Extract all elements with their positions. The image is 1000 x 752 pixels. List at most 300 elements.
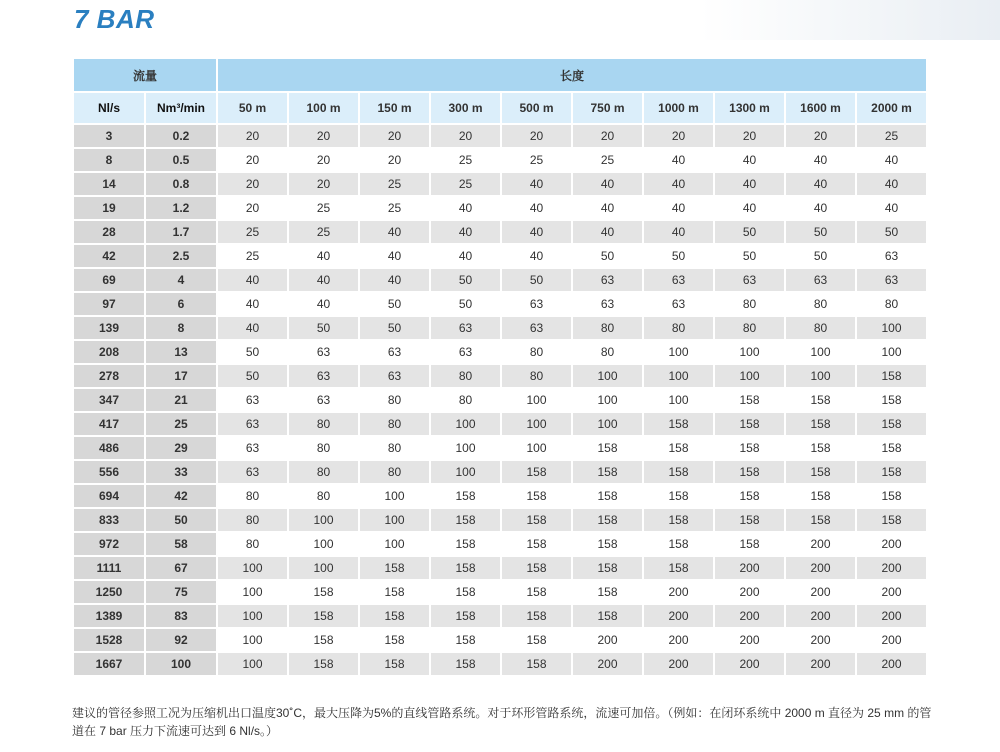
diameter-cell: 158	[786, 437, 855, 459]
diameter-cell: 20	[289, 173, 358, 195]
diameter-cell: 100	[786, 365, 855, 387]
length-column-header: 300 m	[431, 93, 500, 123]
diameter-cell: 100	[502, 389, 571, 411]
diameter-cell: 63	[644, 269, 713, 291]
diameter-cell: 63	[857, 245, 926, 267]
diameter-cell: 40	[502, 197, 571, 219]
diameter-cell: 158	[644, 485, 713, 507]
diameter-cell: 158	[715, 461, 784, 483]
length-column-header: 500 m	[502, 93, 571, 123]
flow-nls-cell: 1389	[74, 605, 144, 627]
diameter-cell: 158	[573, 461, 642, 483]
diameter-cell: 80	[715, 317, 784, 339]
diameter-cell: 158	[715, 413, 784, 435]
flow-nm3-cell: 25	[146, 413, 216, 435]
diameter-cell: 40	[715, 197, 784, 219]
diameter-cell: 63	[360, 365, 429, 387]
length-column-header: 1000 m	[644, 93, 713, 123]
flow-nm3-cell: 2.5	[146, 245, 216, 267]
diameter-cell: 100	[715, 365, 784, 387]
diameter-cell: 80	[431, 365, 500, 387]
diameter-cell: 100	[289, 557, 358, 579]
diameter-cell: 50	[857, 221, 926, 243]
flow-nm3-cell: 50	[146, 509, 216, 531]
diameter-cell: 200	[573, 653, 642, 675]
diameter-cell: 158	[431, 629, 500, 651]
flow-nm3-cell: 33	[146, 461, 216, 483]
diameter-cell: 20	[644, 125, 713, 147]
diameter-cell: 158	[431, 509, 500, 531]
diameter-cell: 80	[360, 413, 429, 435]
diameter-cell: 63	[289, 365, 358, 387]
length-column-header: 150 m	[360, 93, 429, 123]
diameter-cell: 100	[715, 341, 784, 363]
diameter-cell: 80	[431, 389, 500, 411]
diameter-cell: 63	[218, 461, 287, 483]
diameter-cell: 20	[502, 125, 571, 147]
unit-nls-header: Nl/s	[74, 93, 144, 123]
diameter-cell: 100	[573, 389, 642, 411]
diameter-cell: 80	[360, 389, 429, 411]
table-row	[74, 461, 926, 483]
flow-header: 流量	[74, 59, 216, 91]
diameter-cell: 158	[360, 629, 429, 651]
diameter-cell: 40	[502, 245, 571, 267]
flow-nls-cell: 97	[74, 293, 144, 315]
diameter-cell: 158	[502, 461, 571, 483]
flow-nls-cell: 417	[74, 413, 144, 435]
flow-nm3-cell: 29	[146, 437, 216, 459]
unit-nm3-header: Nm³/min	[146, 93, 216, 123]
diameter-cell: 158	[573, 509, 642, 531]
diameter-cell: 25	[573, 149, 642, 171]
diameter-cell: 63	[431, 317, 500, 339]
diameter-cell: 158	[573, 557, 642, 579]
diameter-cell: 100	[573, 413, 642, 435]
diameter-cell: 40	[644, 173, 713, 195]
pipe-size-table	[72, 57, 928, 677]
table-row	[74, 389, 926, 411]
flow-nls-cell: 486	[74, 437, 144, 459]
diameter-cell: 100	[857, 317, 926, 339]
diameter-cell: 50	[360, 317, 429, 339]
diameter-cell: 158	[573, 533, 642, 555]
table-row	[74, 581, 926, 603]
diameter-cell: 158	[360, 605, 429, 627]
flow-nm3-cell: 92	[146, 629, 216, 651]
diameter-cell: 100	[857, 341, 926, 363]
diameter-cell: 50	[644, 245, 713, 267]
flow-nls-cell: 139	[74, 317, 144, 339]
diameter-cell: 25	[857, 125, 926, 147]
diameter-cell: 25	[289, 197, 358, 219]
diameter-cell: 40	[289, 245, 358, 267]
flow-nm3-cell: 67	[146, 557, 216, 579]
diameter-cell: 100	[218, 581, 287, 603]
diameter-cell: 20	[360, 149, 429, 171]
diameter-cell: 80	[502, 365, 571, 387]
diameter-cell: 63	[289, 341, 358, 363]
flow-nls-cell: 1250	[74, 581, 144, 603]
diameter-cell: 20	[573, 125, 642, 147]
diameter-cell: 158	[644, 437, 713, 459]
flow-nls-cell: 278	[74, 365, 144, 387]
diameter-cell: 50	[289, 317, 358, 339]
diameter-cell: 20	[218, 197, 287, 219]
diameter-cell: 158	[715, 389, 784, 411]
diameter-cell: 100	[502, 413, 571, 435]
diameter-cell: 40	[644, 221, 713, 243]
diameter-cell: 100	[644, 389, 713, 411]
diameter-cell: 63	[360, 341, 429, 363]
diameter-cell: 158	[644, 461, 713, 483]
diameter-cell: 20	[218, 125, 287, 147]
flow-nm3-cell: 8	[146, 317, 216, 339]
diameter-cell: 100	[431, 437, 500, 459]
flow-nls-cell: 69	[74, 269, 144, 291]
diameter-cell: 80	[502, 341, 571, 363]
diameter-cell: 25	[360, 173, 429, 195]
flow-nm3-cell: 13	[146, 341, 216, 363]
diameter-cell: 20	[715, 125, 784, 147]
table-row	[74, 341, 926, 363]
table-row	[74, 629, 926, 651]
diameter-cell: 100	[289, 533, 358, 555]
diameter-cell: 158	[360, 581, 429, 603]
diameter-cell: 63	[289, 389, 358, 411]
table-row	[74, 269, 926, 291]
diameter-cell: 158	[573, 581, 642, 603]
diameter-cell: 200	[715, 629, 784, 651]
diameter-cell: 80	[360, 437, 429, 459]
length-column-header: 1300 m	[715, 93, 784, 123]
diameter-cell: 80	[573, 317, 642, 339]
table-row	[74, 485, 926, 507]
diameter-cell: 80	[218, 533, 287, 555]
flow-nls-cell: 694	[74, 485, 144, 507]
diameter-cell: 50	[573, 245, 642, 267]
flow-nls-cell: 833	[74, 509, 144, 531]
diameter-cell: 40	[502, 221, 571, 243]
diameter-cell: 63	[857, 269, 926, 291]
flow-nm3-cell: 83	[146, 605, 216, 627]
diameter-cell: 200	[857, 581, 926, 603]
diameter-cell: 200	[857, 605, 926, 627]
diameter-cell: 200	[644, 605, 713, 627]
flow-nm3-cell: 58	[146, 533, 216, 555]
flow-nm3-cell: 100	[146, 653, 216, 675]
diameter-cell: 100	[502, 437, 571, 459]
flow-nls-cell: 42	[74, 245, 144, 267]
diameter-cell: 40	[431, 221, 500, 243]
diameter-cell: 200	[786, 629, 855, 651]
diameter-cell: 20	[360, 125, 429, 147]
diameter-cell: 40	[786, 149, 855, 171]
diameter-cell: 40	[786, 197, 855, 219]
diameter-cell: 158	[786, 389, 855, 411]
diameter-cell: 63	[644, 293, 713, 315]
diameter-cell: 80	[289, 413, 358, 435]
diameter-cell: 50	[431, 269, 500, 291]
table-row	[74, 173, 926, 195]
table-row	[74, 557, 926, 579]
diameter-cell: 200	[644, 653, 713, 675]
diameter-cell: 200	[857, 629, 926, 651]
diameter-cell: 158	[502, 629, 571, 651]
flow-nm3-cell: 0.5	[146, 149, 216, 171]
diameter-cell: 80	[715, 293, 784, 315]
diameter-cell: 158	[431, 605, 500, 627]
diameter-cell: 200	[715, 605, 784, 627]
diameter-cell: 200	[715, 581, 784, 603]
diameter-cell: 25	[218, 245, 287, 267]
diameter-cell: 20	[218, 149, 287, 171]
table-row	[74, 509, 926, 531]
diameter-cell: 158	[644, 557, 713, 579]
diameter-cell: 100	[360, 533, 429, 555]
diameter-cell: 200	[786, 653, 855, 675]
diameter-cell: 200	[786, 605, 855, 627]
flow-nls-cell: 14	[74, 173, 144, 195]
diameter-cell: 63	[218, 389, 287, 411]
diameter-cell: 100	[786, 341, 855, 363]
length-column-header: 750 m	[573, 93, 642, 123]
diameter-cell: 40	[857, 149, 926, 171]
flow-nls-cell: 1667	[74, 653, 144, 675]
flow-nm3-cell: 42	[146, 485, 216, 507]
diameter-cell: 40	[573, 197, 642, 219]
flow-nm3-cell: 75	[146, 581, 216, 603]
diameter-cell: 20	[431, 125, 500, 147]
diameter-cell: 158	[857, 413, 926, 435]
diameter-cell: 80	[218, 485, 287, 507]
diameter-cell: 80	[786, 317, 855, 339]
diameter-cell: 50	[360, 293, 429, 315]
diameter-cell: 63	[573, 269, 642, 291]
diameter-cell: 80	[289, 461, 358, 483]
diameter-cell: 40	[715, 173, 784, 195]
table-row	[74, 293, 926, 315]
diameter-cell: 40	[502, 173, 571, 195]
diameter-cell: 100	[218, 653, 287, 675]
table-body	[74, 125, 926, 675]
diameter-cell: 158	[289, 605, 358, 627]
flow-nm3-cell: 0.8	[146, 173, 216, 195]
diameter-cell: 80	[289, 437, 358, 459]
table-row	[74, 365, 926, 387]
diameter-cell: 50	[502, 269, 571, 291]
diameter-cell: 25	[218, 221, 287, 243]
diameter-cell: 25	[289, 221, 358, 243]
flow-nls-cell: 347	[74, 389, 144, 411]
diameter-cell: 158	[786, 509, 855, 531]
diameter-cell: 40	[218, 293, 287, 315]
diameter-cell: 63	[573, 293, 642, 315]
diameter-cell: 50	[218, 365, 287, 387]
diameter-cell: 158	[644, 533, 713, 555]
diameter-cell: 158	[360, 653, 429, 675]
diameter-cell: 158	[786, 413, 855, 435]
diameter-cell: 158	[715, 509, 784, 531]
diameter-cell: 158	[502, 509, 571, 531]
diameter-cell: 40	[218, 317, 287, 339]
diameter-cell: 158	[431, 533, 500, 555]
diameter-cell: 40	[360, 245, 429, 267]
diameter-cell: 158	[431, 557, 500, 579]
diameter-cell: 158	[786, 485, 855, 507]
table-row	[74, 221, 926, 243]
diameter-cell: 50	[218, 341, 287, 363]
diameter-cell: 158	[573, 485, 642, 507]
diameter-cell: 100	[431, 461, 500, 483]
flow-nls-cell: 556	[74, 461, 144, 483]
diameter-cell: 100	[573, 365, 642, 387]
diameter-cell: 200	[857, 533, 926, 555]
diameter-cell: 158	[431, 653, 500, 675]
diameter-cell: 158	[857, 485, 926, 507]
diameter-cell: 40	[786, 173, 855, 195]
table-row	[74, 653, 926, 675]
diameter-cell: 100	[218, 557, 287, 579]
diameter-cell: 200	[857, 557, 926, 579]
diameter-cell: 200	[715, 653, 784, 675]
diameter-cell: 40	[431, 197, 500, 219]
diameter-cell: 80	[857, 293, 926, 315]
diameter-cell: 158	[857, 389, 926, 411]
diameter-cell: 200	[644, 581, 713, 603]
diameter-cell: 158	[360, 557, 429, 579]
diameter-cell: 63	[786, 269, 855, 291]
table-row	[74, 533, 926, 555]
diameter-cell: 40	[715, 149, 784, 171]
diameter-cell: 40	[431, 245, 500, 267]
diameter-cell: 50	[786, 221, 855, 243]
diameter-cell: 80	[644, 317, 713, 339]
diameter-cell: 100	[644, 365, 713, 387]
diameter-cell: 100	[218, 629, 287, 651]
diameter-cell: 40	[360, 221, 429, 243]
flow-nls-cell: 28	[74, 221, 144, 243]
diameter-cell: 158	[573, 605, 642, 627]
diameter-cell: 100	[644, 341, 713, 363]
diameter-cell: 20	[289, 125, 358, 147]
diameter-cell: 50	[431, 293, 500, 315]
flow-nm3-cell: 4	[146, 269, 216, 291]
diameter-cell: 158	[289, 581, 358, 603]
diameter-cell: 40	[573, 173, 642, 195]
diameter-cell: 200	[715, 557, 784, 579]
flow-nls-cell: 8	[74, 149, 144, 171]
diameter-cell: 25	[360, 197, 429, 219]
table-row	[74, 245, 926, 267]
diameter-cell: 158	[431, 581, 500, 603]
diameter-cell: 40	[289, 269, 358, 291]
diameter-cell: 158	[715, 533, 784, 555]
diameter-cell: 200	[786, 581, 855, 603]
diameter-cell: 100	[289, 509, 358, 531]
diameter-cell: 40	[289, 293, 358, 315]
table-row	[74, 149, 926, 171]
diameter-cell: 80	[218, 509, 287, 531]
diameter-cell: 158	[857, 509, 926, 531]
diameter-cell: 200	[786, 557, 855, 579]
diameter-cell: 40	[644, 197, 713, 219]
length-header: 长度	[218, 59, 926, 91]
table-row	[74, 197, 926, 219]
table-row	[74, 605, 926, 627]
diameter-cell: 158	[857, 461, 926, 483]
diameter-cell: 63	[502, 293, 571, 315]
diameter-cell: 40	[857, 173, 926, 195]
diameter-cell: 158	[431, 485, 500, 507]
flow-nm3-cell: 1.2	[146, 197, 216, 219]
diameter-cell: 80	[289, 485, 358, 507]
diameter-cell: 158	[502, 557, 571, 579]
diameter-cell: 200	[644, 629, 713, 651]
diameter-cell: 63	[502, 317, 571, 339]
diameter-cell: 63	[218, 413, 287, 435]
diameter-cell: 25	[431, 173, 500, 195]
diameter-cell: 63	[431, 341, 500, 363]
flow-nm3-cell: 1.7	[146, 221, 216, 243]
diameter-cell: 200	[857, 653, 926, 675]
flow-nm3-cell: 17	[146, 365, 216, 387]
diameter-cell: 158	[502, 581, 571, 603]
length-column-header: 2000 m	[857, 93, 926, 123]
diameter-cell: 158	[715, 485, 784, 507]
diameter-cell: 100	[218, 605, 287, 627]
diameter-cell: 158	[644, 509, 713, 531]
diameter-cell: 63	[218, 437, 287, 459]
diameter-cell: 100	[431, 413, 500, 435]
diameter-cell: 158	[289, 653, 358, 675]
table-row	[74, 437, 926, 459]
table-row	[74, 413, 926, 435]
page-title: 7 BAR	[74, 4, 155, 34]
diameter-cell: 158	[289, 629, 358, 651]
length-column-header: 50 m	[218, 93, 287, 123]
diameter-cell: 40	[644, 149, 713, 171]
diameter-cell: 158	[502, 605, 571, 627]
diameter-cell: 40	[573, 221, 642, 243]
diameter-cell: 40	[857, 197, 926, 219]
diameter-cell: 80	[573, 341, 642, 363]
flow-nls-cell: 19	[74, 197, 144, 219]
diameter-cell: 200	[786, 533, 855, 555]
footnote: 建议的管径参照工况为压缩机出口温度30˚C，最大压降为5%的直线管路系统。对于环形管路系统，流速可加倍。（例如：在闭环系统中 2000 m 直径为 25 mm 的管道在 7 bar 压力下流速可达到 6 Nl/s。）	[72, 706, 932, 738]
diameter-cell: 100	[360, 509, 429, 531]
diameter-cell: 200	[573, 629, 642, 651]
flow-nm3-cell: 0.2	[146, 125, 216, 147]
diameter-cell: 158	[857, 437, 926, 459]
diameter-cell: 80	[360, 461, 429, 483]
diameter-cell: 158	[502, 653, 571, 675]
flow-nls-cell: 208	[74, 341, 144, 363]
diameter-cell: 80	[786, 293, 855, 315]
length-column-header: 100 m	[289, 93, 358, 123]
diameter-cell: 40	[218, 269, 287, 291]
diameter-cell: 25	[502, 149, 571, 171]
flow-nm3-cell: 6	[146, 293, 216, 315]
diameter-cell: 158	[644, 413, 713, 435]
flow-nm3-cell: 21	[146, 389, 216, 411]
diameter-cell: 20	[289, 149, 358, 171]
diameter-cell: 100	[360, 485, 429, 507]
diameter-cell: 25	[431, 149, 500, 171]
diameter-cell: 50	[715, 245, 784, 267]
flow-nls-cell: 972	[74, 533, 144, 555]
flow-nls-cell: 1528	[74, 629, 144, 651]
